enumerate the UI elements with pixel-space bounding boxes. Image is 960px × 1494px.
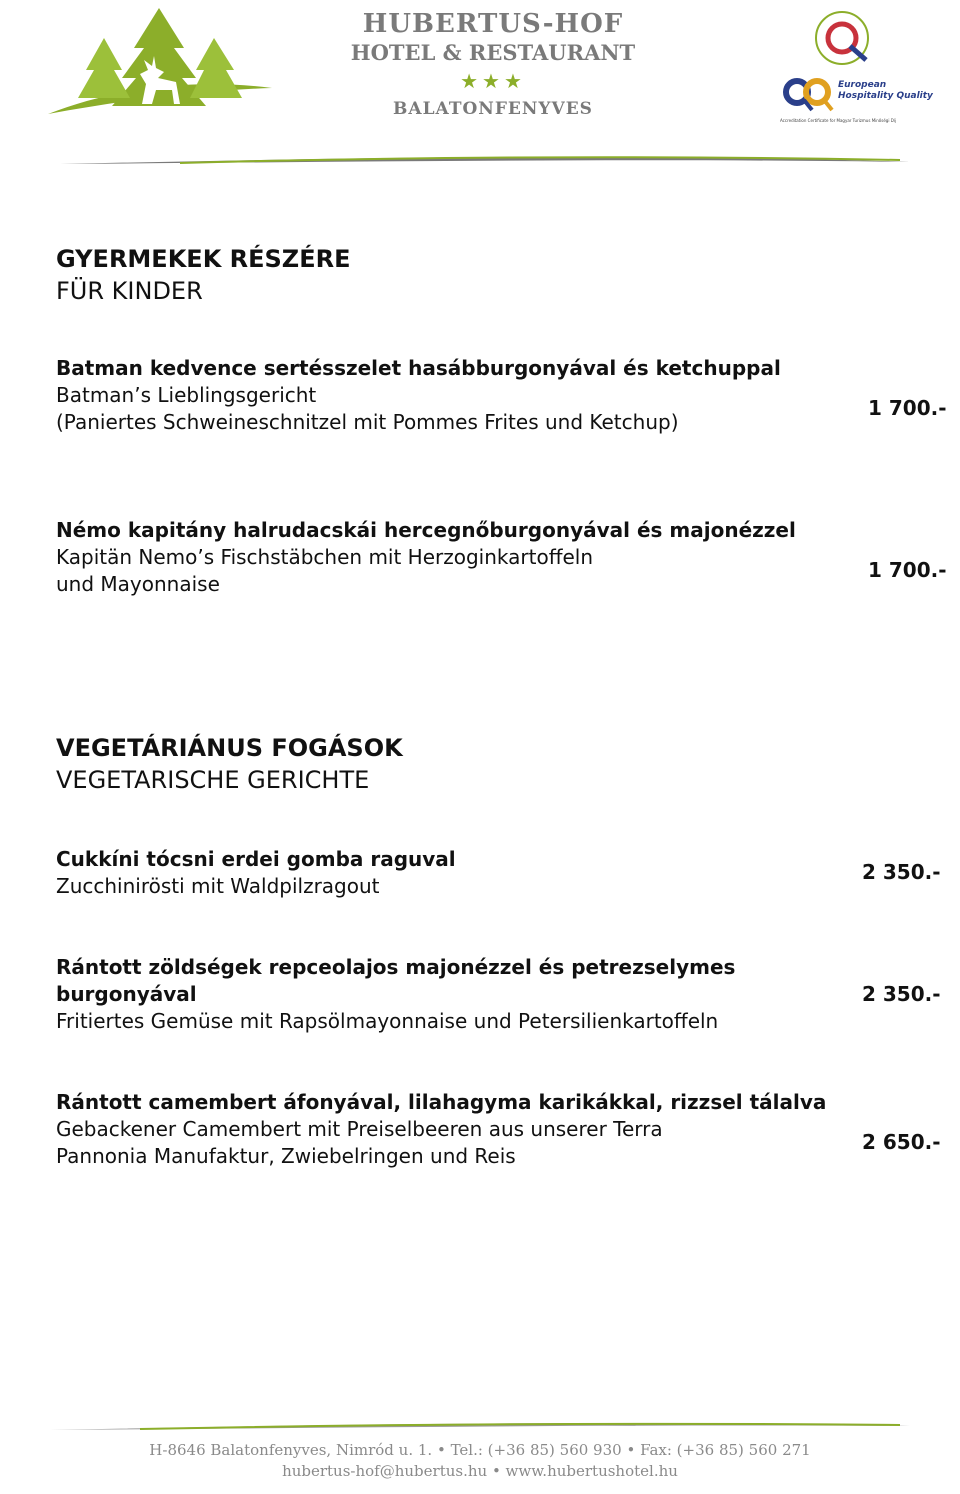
tree-deer-logo-icon bbox=[44, 8, 274, 120]
brand-stars: ★★★ bbox=[460, 69, 526, 93]
section-title-vegetarian bbox=[56, 732, 403, 796]
accreditation-text: Accreditation Certificate for Magyar Turizmus Minőségi Díj bbox=[780, 118, 897, 123]
item-name-hu: Némo kapitány halrudacskái hercegnőburgonyával és majonézzel bbox=[56, 518, 796, 542]
item-name-hu: Batman kedvence sertésszelet hasábburgonyával és ketchuppal bbox=[56, 356, 781, 380]
page-header bbox=[0, 0, 960, 180]
brand-subtitle: HOTEL & RESTAURANT bbox=[350, 40, 636, 65]
item-name-de: Gebackener Camembert mit Preiselbeeren aus unserer Terra bbox=[56, 1117, 663, 1141]
section-title-hu: VEGETÁRIÁNUS FOGÁSOK bbox=[56, 734, 403, 762]
item-name-de: Kapitän Nemo’s Fischstäbchen mit Herzoginkartoffeln bbox=[56, 545, 594, 569]
item-price: 2 350.- bbox=[862, 860, 941, 884]
item-price: 2 350.- bbox=[862, 982, 941, 1006]
item-name-de: Pannonia Manufaktur, Zwiebelringen und Reis bbox=[56, 1144, 516, 1168]
brand-name: HUBERTUS-HOF bbox=[362, 9, 624, 39]
footer-contact: hubertus-hof@hubertus.hu • www.hubertushotel.hu bbox=[282, 1462, 678, 1480]
menu-item bbox=[56, 954, 836, 1035]
menu-item bbox=[56, 355, 836, 436]
header-divider bbox=[40, 150, 920, 168]
item-name-hu: Rántott camembert áfonyával, lilahagyma karikákkal, rizzsel tálalva bbox=[56, 1090, 827, 1114]
page-footer bbox=[0, 1440, 960, 1482]
ehq-label: European Hospitality Quality bbox=[838, 80, 933, 101]
item-name-de: Fritiertes Gemüse mit Rapsölmayonnaise und Petersilienkartoffeln bbox=[56, 1009, 719, 1033]
menu-item bbox=[56, 1089, 836, 1170]
item-name-de: und Mayonnaise bbox=[56, 572, 220, 596]
section-title-de: FÜR KINDER bbox=[56, 277, 203, 305]
item-name-hu: Cukkíni tócsni erdei gomba raguval bbox=[56, 847, 456, 871]
section-title-hu: GYERMEKEK RÉSZÉRE bbox=[56, 245, 351, 273]
footer-divider bbox=[40, 1418, 920, 1434]
footer-address: H-8646 Balatonfenyves, Nimród u. 1. • Tel.: (+36 85) 560 930 • Fax: (+36 85) 560 271 bbox=[149, 1441, 811, 1459]
item-name-hu: Rántott zöldségek repceolajos majonézzel és petrezselymes burgonyával bbox=[56, 955, 736, 1006]
item-name-de: Batman’s Lieblingsgericht bbox=[56, 383, 317, 407]
item-price: 1 700.- bbox=[868, 558, 947, 582]
item-price: 1 700.- bbox=[868, 396, 947, 420]
brand-block bbox=[348, 8, 638, 122]
menu-item bbox=[56, 517, 836, 598]
hungarian-quality-badge-icon bbox=[806, 8, 886, 68]
item-price: 2 650.- bbox=[862, 1130, 941, 1154]
item-name-de: (Paniertes Schweineschnitzel mit Pommes Frites und Ketchup) bbox=[56, 410, 679, 434]
brand-location: BALATONFENYVES bbox=[393, 99, 593, 119]
item-name-de: Zucchinirösti mit Waldpilzragout bbox=[56, 874, 380, 898]
section-title-kids bbox=[56, 243, 350, 307]
section-title-de: VEGETARISCHE GERICHTE bbox=[56, 766, 370, 794]
qq-logo-icon bbox=[782, 74, 834, 114]
menu-item bbox=[56, 846, 836, 900]
